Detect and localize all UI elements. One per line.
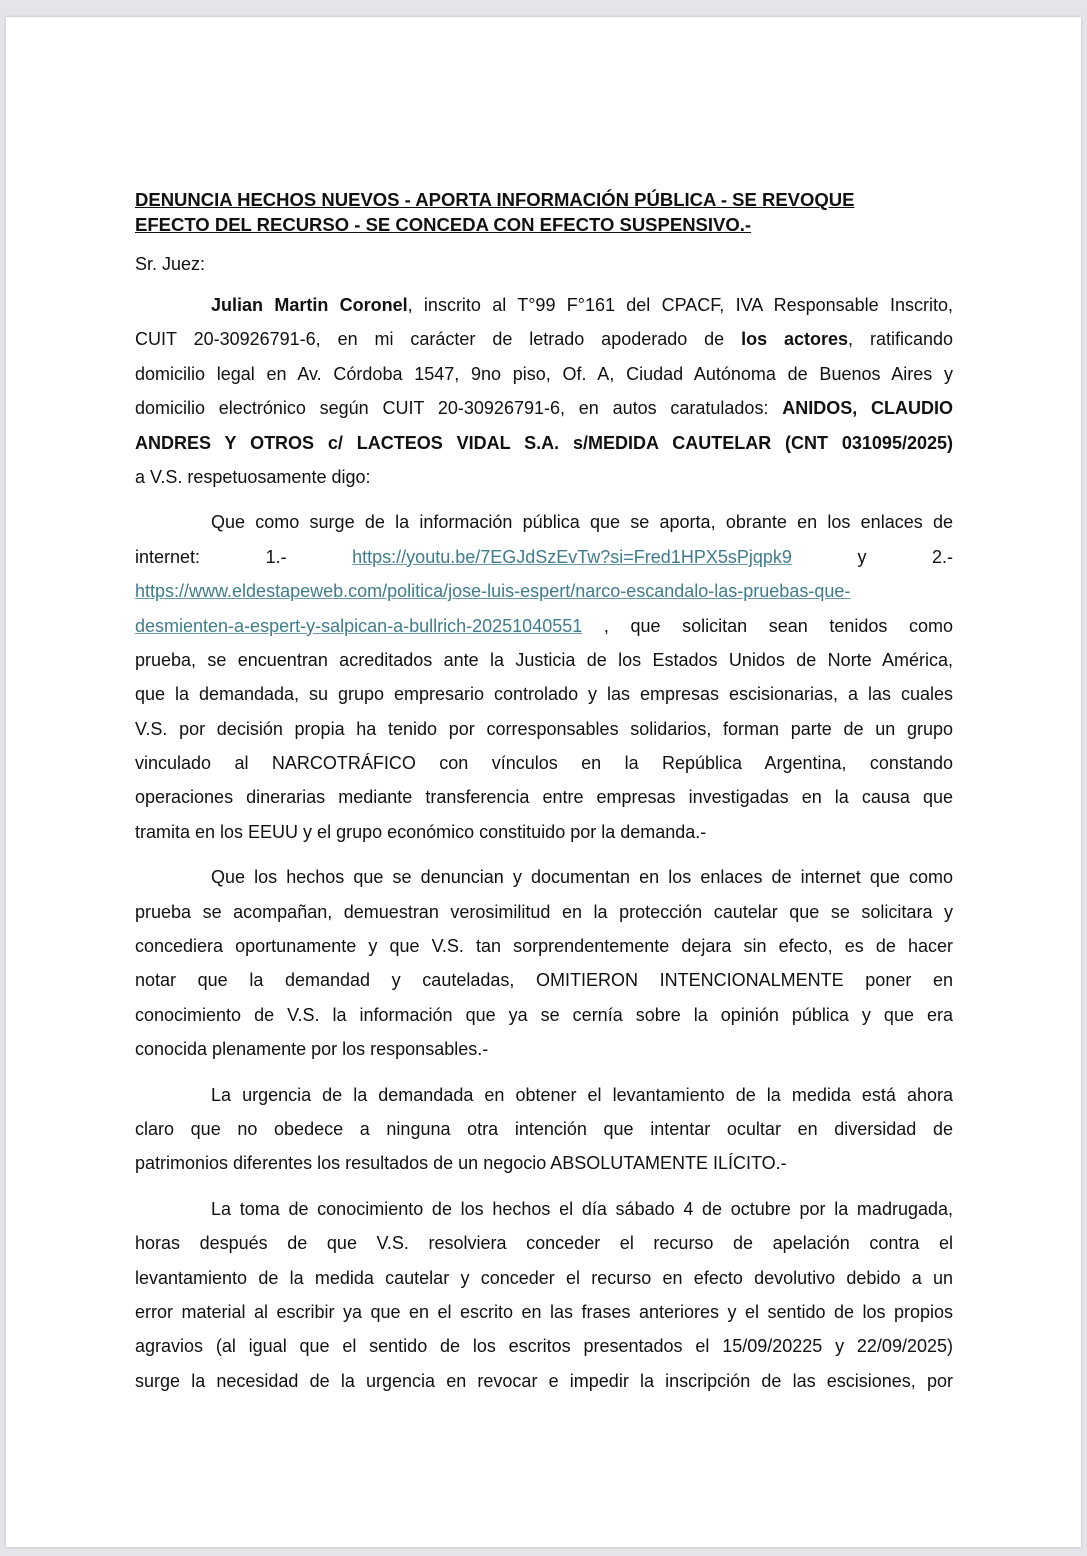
paragraph <box>135 505 953 849</box>
text: conocida plenamente por los responsables.- <box>135 1039 489 1060</box>
text: domicilio legal en Av. Córdoba 1547, 9no piso, Of. A, Ciudad Autónoma de Buenos Aires y <box>135 363 953 384</box>
text-line <box>135 574 953 608</box>
text: a V.S. respetuosamente digo: <box>135 466 371 487</box>
title-line: EFECTO DEL RECURSO - SE CONCEDA CON EFECTO SUSPENSIVO.- <box>135 214 752 235</box>
text: CUIT 20-30926791-6, en mi carácter de letrado apoderado de <box>135 329 742 350</box>
text: patrimonios diferentes los resultados de un negocio ABSOLUTAMENTE ILÍCITO.- <box>135 1153 787 1174</box>
document-page <box>6 17 1081 1547</box>
text-line <box>135 780 953 814</box>
text: prueba, se encuentran acreditados ante la Justicia de los Estados Unidos de Norte América, <box>135 649 953 670</box>
text: notar que la demandad y cauteladas, OMITIERON INTENCIONALMENTE poner en <box>135 970 953 991</box>
text-line <box>135 288 953 322</box>
text-line <box>135 1329 953 1363</box>
text: Que como surge de la información pública que se aporta, obrante en los enlaces de <box>211 512 953 533</box>
text: domicilio electrónico según CUIT 20-30926791-6, en autos caratulados: <box>135 398 783 419</box>
text-line <box>135 929 953 963</box>
text: y 2.- <box>791 546 953 567</box>
text-line <box>135 540 953 574</box>
bold-text: los actores <box>741 329 849 350</box>
text-line <box>135 1261 953 1295</box>
text-line <box>135 1078 953 1112</box>
text-line <box>135 712 953 746</box>
text: concediera oportunamente y que V.S. tan sorprendentemente dejara sin efecto, es de hacer <box>135 936 953 957</box>
text: Que los hechos que se denuncian y documentan en los enlaces de internet que como <box>211 867 953 888</box>
text-line <box>135 895 953 929</box>
text: , que solicitan sean tenidos como <box>582 615 953 636</box>
text-line <box>135 322 953 356</box>
text-line <box>135 1295 953 1329</box>
text-line <box>135 1192 953 1226</box>
bold-text: ANDRES Y OTROS c/ LACTEOS VIDAL S.A. s/MEDIDA CAUTELAR (CNT 031095/2025) <box>135 432 953 453</box>
paragraph <box>135 860 953 1066</box>
text-line <box>135 998 953 1032</box>
text: vinculado al NARCOTRÁFICO con vínculos en la República Argentina, constando <box>135 753 953 774</box>
evidence-link[interactable]: https://www.eldestapeweb.com/politica/jose-luis-espert/narco-escandalo-las-pruebas-que- <box>135 581 851 602</box>
bold-text: Julian Martin Coronel <box>211 295 408 315</box>
bold-text: ANIDOS, CLAUDIO <box>782 398 954 419</box>
text-line <box>135 391 953 425</box>
text-line <box>135 505 953 539</box>
text-line <box>135 746 953 780</box>
text-line <box>135 609 953 643</box>
paragraphs <box>135 288 953 1398</box>
text-line <box>135 460 953 494</box>
document-body <box>135 187 953 1398</box>
text: horas después de que V.S. resolviera conceder el recurso de apelación contra el <box>135 1233 953 1254</box>
text: conocimiento de V.S. la información que ya se cernía sobre la opinión pública y que era <box>135 1004 953 1025</box>
paragraph <box>135 1078 953 1181</box>
text: , inscrito al T°99 F°161 del CPACF, IVA Responsable Inscrito, <box>407 295 953 315</box>
text: operaciones dinerarias mediante transferencia entre empresas investigadas en la causa que <box>135 787 953 808</box>
text-line <box>135 1032 953 1066</box>
text-line <box>135 815 953 849</box>
document-title <box>135 187 953 237</box>
text: tramita en los EEUU y el grupo económico constituido por la demanda.- <box>135 821 707 842</box>
paragraph <box>135 1192 953 1398</box>
paragraph <box>135 288 953 494</box>
text: internet: 1.- <box>135 546 353 567</box>
text: La toma de conocimiento de los hechos el día sábado 4 de octubre por la madrugada, <box>211 1198 953 1219</box>
text: prueba se acompañan, demuestran verosimilitud en la protección cautelar que se solicitara y <box>135 901 953 922</box>
text-line <box>135 357 953 391</box>
text: surge la necesidad de la urgencia en revocar e impedir la inscripción de las escisiones, por <box>135 1370 953 1391</box>
text: levantamiento de la medida cautelar y conceder el recurso en efecto devolutivo debido a un <box>135 1267 953 1288</box>
text-line <box>135 1146 953 1180</box>
text: La urgencia de la demandada en obtener el levantamiento de la medida está ahora <box>211 1084 953 1105</box>
text: , ratificando <box>848 329 953 350</box>
text-line <box>135 1112 953 1146</box>
text: V.S. por decisión propia ha tenido por corresponsables solidarios, forman parte de un grupo <box>135 718 953 739</box>
text-line <box>135 963 953 997</box>
text-line <box>135 1226 953 1260</box>
text-line <box>135 643 953 677</box>
salutation: Sr. Juez: <box>135 254 206 274</box>
text: agravios (al igual que el sentido de los escritos presentados el 15/09/20225 y 22/09/2025) <box>135 1336 953 1357</box>
text: claro que no obedece a ninguna otra intención que intentar ocultar en diversidad de <box>135 1118 953 1139</box>
evidence-link[interactable]: https://youtu.be/7EGJdSzEvTw?si=Fred1HPX5sPjqpk9 <box>352 546 792 567</box>
title-line: DENUNCIA HECHOS NUEVOS - APORTA INFORMACIÓN PÚBLICA - SE REVOQUE <box>135 189 855 210</box>
text-line <box>135 426 953 460</box>
evidence-link[interactable]: desmienten-a-espert-y-salpican-a-bullrich-20251040551 <box>135 615 583 636</box>
text-line <box>135 677 953 711</box>
text: error material al escribir ya que en el escrito en las frases anteriores y el sentido de los propios <box>135 1301 953 1322</box>
text: que la demandada, su grupo empresario controlado y las empresas escisionarias, a las cuales <box>135 684 953 705</box>
text-line <box>135 860 953 894</box>
text-line <box>135 1364 953 1398</box>
